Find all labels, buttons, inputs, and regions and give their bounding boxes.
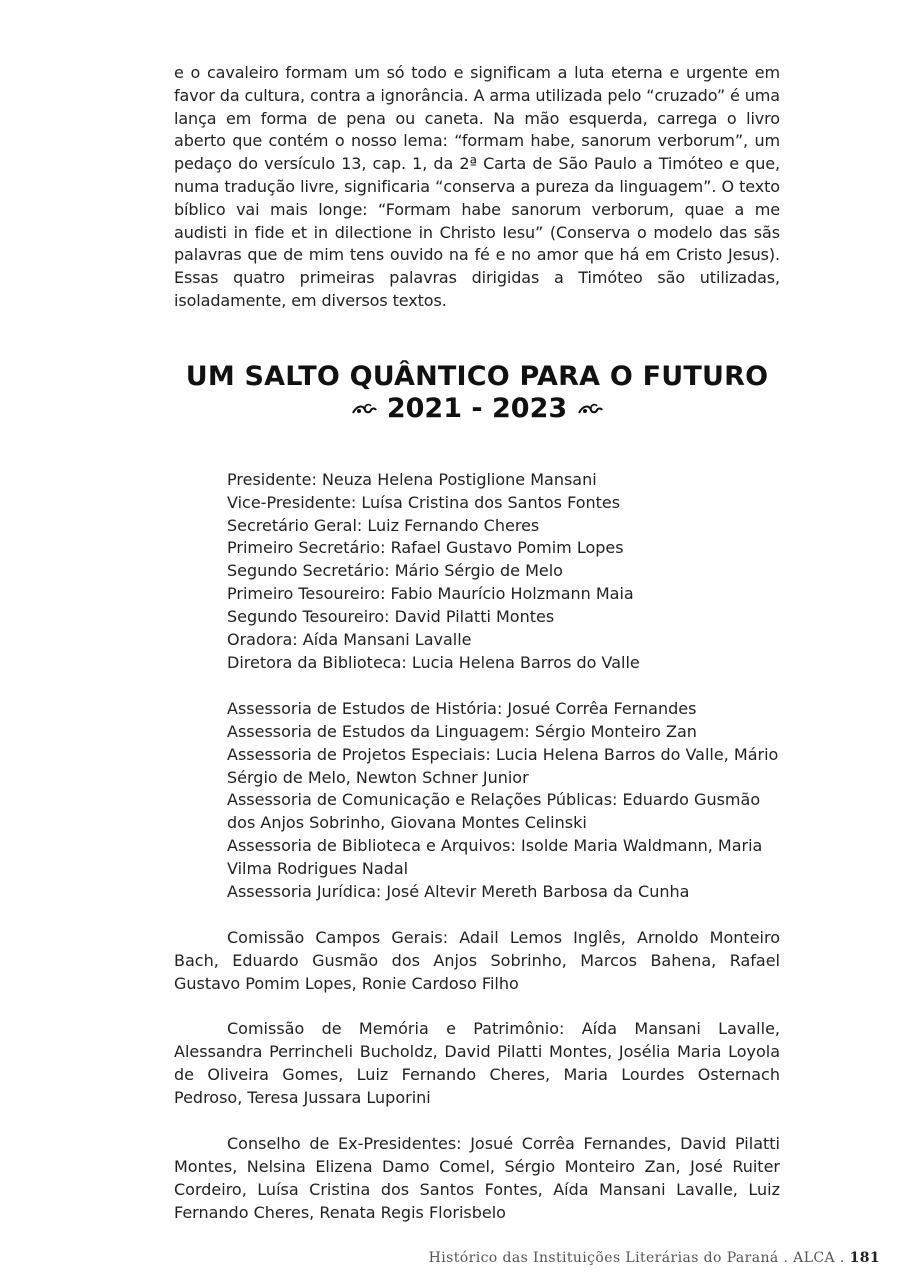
section-years-line: [174, 393, 780, 425]
fleuron-icon: [351, 401, 377, 417]
commission-campos-gerais: Comissão Campos Gerais: Adail Lemos Inglês, Arnoldo Monteiro Bach, Eduardo Gusmão dos Anjos Sobrinho, Marcos Bahena, Rafael Gustavo Pomim Lopes, Ronie Cardoso Filho: [174, 927, 780, 993]
board-member: Secretário Geral: Luiz Fernando Cheres: [227, 515, 540, 535]
board-member: Primeiro Secretário: Rafael Gustavo Pomim Lopes: [227, 538, 624, 558]
board-member: Diretora da Biblioteca: Lucia Helena Barros do Valle: [227, 653, 640, 673]
board-member: Oradora: Aída Mansani Lavalle: [227, 630, 472, 650]
advisory-line: Assessoria Jurídica: José Altevir Mereth Barbosa da Cunha: [227, 882, 690, 902]
board-member: Presidente: Neuza Helena Postiglione Mansani: [227, 469, 597, 489]
page-number: 181: [849, 1250, 880, 1266]
advisory-line: Assessoria de Estudos da Linguagem: Sérgio Monteiro Zan: [227, 721, 697, 741]
running-title: Histórico das Instituições Literárias do Paraná . ALCA .: [428, 1250, 850, 1266]
advisory-line: Vilma Rodrigues Nadal: [227, 859, 409, 879]
council-ex-presidents: Conselho de Ex-Presidentes: Josué Corrêa Fernandes, David Pilatti Montes, Nelsina Elizena Damo Comel, Sérgio Monteiro Zan, José Ruiter Cordeiro, Luísa Cristina dos Santos Fontes, Aída Mansani Lavalle, Luiz Fernando Cheres, Renata Regis Florisbelo: [174, 1133, 780, 1222]
intro-paragraph: e o cavaleiro formam um só todo e significam a luta eterna e urgente em favor da cultura, contra a ignorância. A arma utilizada pelo “cruzado” é uma lança em forma de pena ou caneta. Na mão esquerda, carrega o livro aberto que contém o nosso lema: “formam habe, sanorum verborum”, um pedaço do versículo 13, cap. 1, da 2ª Carta de São Paulo a Timóteo e que, numa tradução livre, significaria “conserva a pureza da linguagem”. O texto bíblico vai mais longe: “Formam habe sanorum verborum, quae a me audisti in fide et in dilectione in Christo Iesu” (Conserva o modelo das sãs palavras que de mim tens ouvido na fé e no amor que há em Cristo Jesus). Essas quatro primeiras palavras dirigidas a Timóteo são utilizadas, isoladamente, em diversos textos.: [174, 63, 780, 310]
page-body: [174, 62, 780, 1241]
board-member: Segundo Secretário: Mário Sérgio de Melo: [227, 561, 563, 581]
advisory-line: Assessoria de Estudos de História: Josué Corrêa Fernandes: [227, 698, 697, 718]
section-years: 2021 - 2023: [386, 392, 568, 424]
board-member: Segundo Tesoureiro: David Pilatti Montes: [227, 607, 555, 627]
advisory-line: Assessoria de Biblioteca e Arquivos: Isolde Maria Waldmann, Maria: [227, 836, 763, 856]
board-member: Primeiro Tesoureiro: Fabio Maurício Holzmann Maia: [227, 584, 634, 604]
board-member: Vice-Presidente: Luísa Cristina dos Santos Fontes: [227, 492, 621, 512]
board-list: [227, 469, 780, 904]
page-footer: [429, 1250, 880, 1266]
advisory-line: Assessoria de Projetos Especiais: Lucia Helena Barros do Valle, Mário: [227, 744, 779, 764]
advisory-line: Sérgio de Melo, Newton Schner Junior: [227, 767, 529, 787]
section-title: UM SALTO QUÂNTICO PARA O FUTURO: [185, 360, 769, 392]
commission-memoria-patrimonio: Comissão de Memória e Patrimônio: Aída Mansani Lavalle, Alessandra Perrincheli Bucholdz, David Pilatti Montes, Josélia Maria Loyola de Oliveira Gomes, Luiz Fernando Cheres, Maria Lourdes Osternach Pedroso, Teresa Jussara Luporini: [174, 1019, 780, 1108]
advisory-line: Assessoria de Comunicação e Relações Públicas: Eduardo Gusmão: [227, 790, 761, 810]
advisory-line: dos Anjos Sobrinho, Giovana Montes Celinski: [227, 813, 587, 833]
section-heading: [174, 361, 780, 425]
fleuron-icon: [577, 401, 603, 417]
